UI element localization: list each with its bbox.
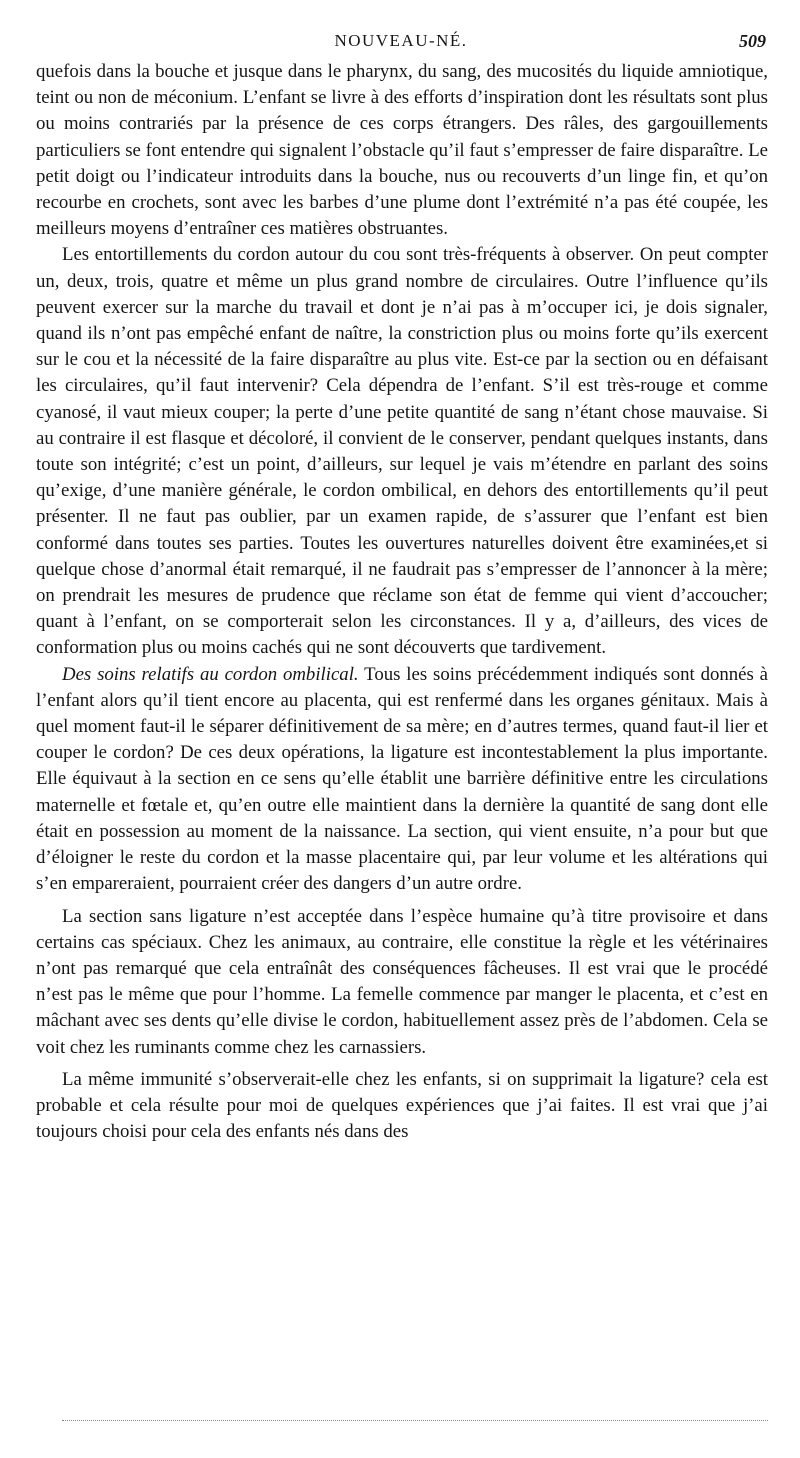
paragraph-umbilical-care-text: Tous les soins précédemment indiqués sont donnés à l’enfant alors qu’il tient encore au placenta, qui est renfermé dans les organes génitaux. Mais à quel moment faut-il le séparer définitivement de sa mère; en d’autres termes, quand faut-il lier et couper le cordon? De ces deux opérations, la ligature est incontestablement la plus importante. Elle équivaut à la section en ce sens qu’elle établit une barrière définitive entre les circulations maternelle et fœtale et, qu’en outre elle maintient dans la dernière la quantité de sang dont elle était en possession au moment de la naissance. La section, qui vient ensuite, n’a pour but que d’éloigner le reste du cordon et la masse placentaire qui, par leur volume et les altérations qui s’en empareraient, pourraient créer des dangers d’un autre ordre. [36, 663, 768, 895]
section-heading: Des soins relatifs au cordon ombilical. [62, 663, 359, 685]
paragraph-cord-entanglement: Les entortillements du cordon autour du cou sont très-fréquents à observer. On peut compter un, deux, trois, quatre et même un plus grand nombre de circulaires. Outre l’influence qu’ils peuvent exercer sur la marche du travail et dont je n’ai pas à m’occuper ici, je dois signaler, quand ils n’ont pas empêché enfant de naître, la constriction plus ou moins forte qu’ils exercent sur le cou et la nécessité de la faire disparaître au plus vite. Est-ce par la section ou en défaisant les circulaires, qu’il faut intervenir? Cela dépendra de l’enfant. S’il est très-rouge et comme cyanosé, il vaut mieux couper; la perte d’une petite quantité de sang n’étant chose mauvaise. Si au contraire il est flasque et décoloré, il convient de le conserver, pendant quelques instants, dans toute son intégrité; c’est un point, d’ailleurs, sur lequel je vais m’étendre en parlant des soins qu’exige, d’une manière générale, le cordon ombilical, en dehors des entortillements qu’il peut présenter. Il ne faut pas oublier, par un examen rapide, de s’assurer que l’enfant est bien conformé dans toutes ses parties. Toutes les ouvertures naturelles doivent être examinées,et si quelque chose d’anormal était remarqué, il ne faudrait pas s’empresser de l’annoncer à la mère; on prendrait les mesures de prudence que réclame son état de femme qui vient d’accoucher; quant à l’enfant, on se comporterait selon les circonstances. Il y a, d’ailleurs, des vices de conformation plus ou moins cachés qui ne sont découverts que tardivement. [36, 244, 768, 659]
paragraph-continued: quefois dans la bouche et jusque dans le pharynx, du sang, des mucosités du liquide amniotique, teint ou non de méconium. L’enfant se livre à des efforts d’inspiration dont les résultats sont plus ou moins contrariés par la présence de ces corps étrangers. Des râles, des gargouillements particuliers se font entendre qui signalent l’obstacle qu’il faut s’empresser de faire disparaître. Le petit doigt ou l’indicateur introduits dans la bouche, nus ou recouverts d’un linge fin, et qu’on recourbe en crochets, sont avec les barbes d’une plume dont l’extrémité n’a pas été coupée, les meilleurs moyens d’entraîner ces matières obstruantes. [36, 61, 768, 240]
footer-dotted-rule [62, 1420, 768, 1421]
body-text [36, 59, 768, 1145]
running-title: NOUVEAU-NÉ. [334, 31, 468, 50]
paragraph-immunity: La même immunité s’observerait-elle chez les enfants, si on supprimait la ligature? cela est probable et cela résulte pour moi de quelques expériences que j’ai faites. Il est vrai que j’ai toujours choisi pour cela des enfants nés dans des [36, 1068, 768, 1143]
running-head [36, 31, 766, 55]
page-number: 509 [739, 31, 766, 51]
paragraph-umbilical-care [36, 662, 768, 898]
paragraph-section-without-ligature: La section sans ligature n’est acceptée dans l’espèce humaine qu’à titre provisoire et dans certains cas spéciaux. Chez les animaux, au contraire, elle constitue la règle et les vétérinaires n’ont pas remarqué que cela entraînât des conséquences fâcheuses. Il est vrai que le procédé n’est pas le même que pour l’homme. La femelle commence par manger le placenta, et c’est en mâchant avec ses dents qu’elle divise le cordon, habituellement assez près de l’abdomen. Cela se voit chez les ruminants comme chez les carnassiers. [36, 905, 768, 1058]
